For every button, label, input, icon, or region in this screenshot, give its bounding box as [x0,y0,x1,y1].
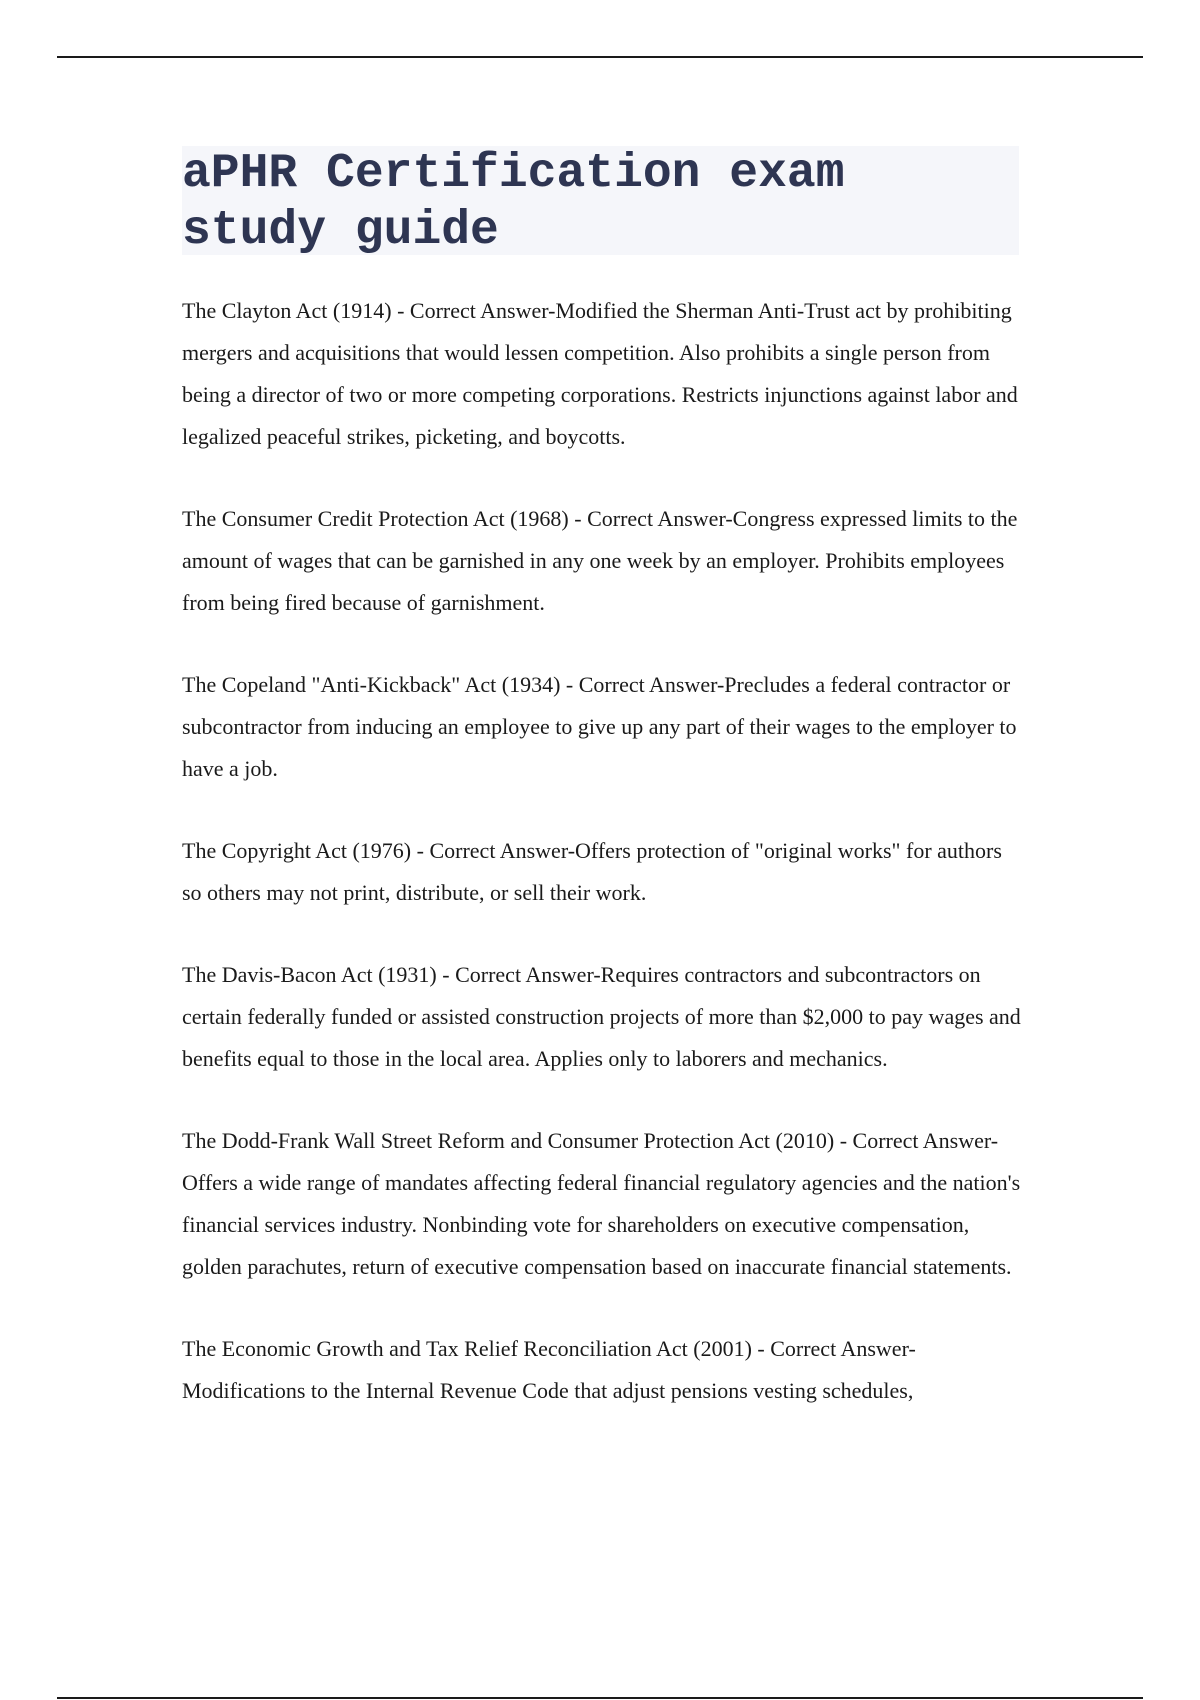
entry-dodd-frank-act: The Dodd-Frank Wall Street Reform and Consumer Protection Act (2010) - Correct Answer-Offers a wide range of mandates affecting federal financial regulatory agencies and the nation's financial services industry. Nonbinding vote for shareholders on executive compensation, golden parachutes, return of executive compensation based on inaccurate financial statements. [182,1128,1021,1279]
document-body [182,290,1022,1452]
entry-copyright-act: The Copyright Act (1976) - Correct Answer-Offers protection of "original works" for authors so others may not print, distribute, or sell their work. [182,838,1002,905]
entry-clayton-act: The Clayton Act (1914) - Correct Answer-Modified the Sherman Anti-Trust act by prohibiting mergers and acquisitions that would lessen competition. Also prohibits a single person from being a director of two or more competing corporations. Restricts injunctions against labor and legalized peaceful strikes, picketing, and boycotts. [182,298,1018,449]
footer-rule [57,1697,1143,1699]
page-title: aPHR Certification exam study guide [182,147,845,258]
entry-copeland-anti-kickback-act: The Copeland "Anti-Kickback" Act (1934) - Correct Answer-Precludes a federal contractor or subcontractor from inducing an employee to give up any part of their wages to the employer to have a job. [182,672,1017,781]
entry-consumer-credit-protection-act: The Consumer Credit Protection Act (1968) - Correct Answer-Congress expressed limits to the amount of wages that can be garnished in any one week by an employer. Prohibits employees from being fired because of garnishment. [182,506,1018,615]
entry-economic-growth-tax-relief-act: The Economic Growth and Tax Relief Reconciliation Act (2001) - Correct Answer-Modifications to the Internal Revenue Code that adjust pensions vesting schedules, [182,1336,916,1403]
title-banner [182,146,1019,258]
entry-davis-bacon-act: The Davis-Bacon Act (1931) - Correct Answer-Requires contractors and subcontractors on certain federally funded or assisted construction projects of more than $2,000 to pay wages and benefits equal to those in the local area. Applies only to laborers and mechanics. [182,962,1021,1071]
header-rule [57,56,1143,58]
